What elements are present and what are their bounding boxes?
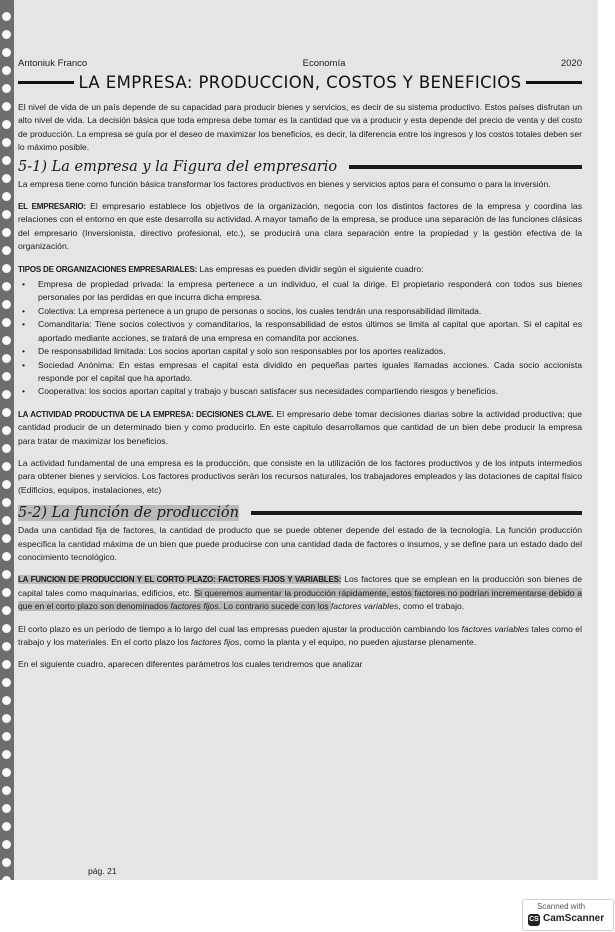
binder-hole-icon: [2, 516, 11, 525]
year: 2020: [560, 58, 582, 69]
corto-plazo-paragraph: [18, 623, 582, 650]
subject-name: Economía: [302, 58, 346, 69]
binder-hole-icon: [2, 210, 11, 219]
list-item: [18, 345, 582, 358]
section-2-title: 5-2) La función de producción: [18, 505, 239, 522]
binder-hole-icon: [2, 282, 11, 291]
fundamental-paragraph: La actividad fundamental de una empresa es la producción, que consiste en la utilización de los factores productivos y de los intputs intermedios para obtener bienes y servicios. Los factores productivos serán los recursos naturales, los trabajadores empleados y las dotaciones de capital físico (Edificios, equipos, instalaciones, etc): [18, 457, 582, 495]
bullet-icon: •: [22, 319, 26, 330]
binder-hole-icon: [2, 84, 11, 93]
list-item-text: Empresa de propiedad privada: la empresa pertenece a un individuo, el cual la dirige. El propietario responderá con todos sus bienes personales por las perdidas en que incurra dicha empresa.: [38, 279, 582, 303]
bullet-icon: •: [22, 346, 26, 357]
list-item-text: Comanditaria: Tiene socios colectivos y comanditarios, la responsabilidad de estos últimos se limita al capital que aportan. Si el capital es aportado mediante acciones, se tratará de una empresa en comandita por acciones.: [38, 319, 582, 343]
title-bar-right: [526, 81, 582, 84]
binder-hole-icon: [2, 606, 11, 615]
list-item: [18, 385, 582, 398]
binder-hole-icon: [2, 426, 11, 435]
binder-hole-icon: [2, 246, 11, 255]
factores-text-f: , como el trabajo.: [398, 601, 465, 612]
binder-hole-icon: [2, 462, 11, 471]
factores-fijos-term: factores fijos: [170, 601, 219, 612]
title-bar-left: [18, 81, 74, 84]
section-1-heading: [18, 159, 582, 175]
empresario-paragraph: [18, 200, 582, 254]
binder-hole-icon: [2, 624, 11, 633]
binder-hole-icon: [2, 570, 11, 579]
factores-paragraph: [18, 573, 582, 613]
author-name: Antoniuk Franco: [18, 58, 88, 69]
bullet-icon: •: [22, 305, 26, 316]
binder-hole-icon: [2, 30, 11, 39]
binder-hole-icon: [2, 480, 11, 489]
binder-hole-icon: [2, 336, 11, 345]
list-item-text: De responsabilidad limitada: Los socios aportan capital y solo son responsables por los aportes realizados.: [38, 346, 446, 357]
factores-text-a: Los factores que se emplean en la producción son bienes de capital tales como maquinarias, edificios, etc.: [18, 574, 582, 598]
page-header: [18, 58, 582, 70]
title-row: [18, 73, 582, 92]
binder-hole-icon: [2, 390, 11, 399]
list-item-text: Sociedad Anónima: En estas empresas el capital esta dividido en pequeñas partes iguales llamadas acciones. Cada socio accionista responde por el capital que ha aportado.: [38, 359, 582, 383]
binder-hole-icon: [2, 696, 11, 705]
page-title: LA EMPRESA: PRODUCCION, COSTOS Y BENEFICIOS: [78, 73, 522, 92]
binder-hole-icon: [2, 534, 11, 543]
binder-hole-icon: [2, 318, 11, 327]
list-item: [18, 278, 582, 305]
binder-hole-icon: [2, 588, 11, 597]
binder-hole-icon: [2, 822, 11, 831]
bullet-icon: •: [22, 386, 26, 397]
binder-hole-icon: [2, 750, 11, 759]
binder-hole-icon: [2, 12, 11, 21]
corto-plazo-text-c: tales como el trabajo y los materiales. En el corto plazo los: [18, 623, 583, 647]
empresario-text: El empresario establece los objetivos de la organización, negocia con los distintos factores de la empresa y coordina las relaciones con el entorno en que este desarrolla su actividad. A mayor tamaño de la empresa, se produce una separación de las funciones clásicas del empresario (Inversionista, directivo profesional, etc.), se producirá una clara separación entre la propiedad y la gestión efectiva de la organización.: [18, 201, 582, 252]
section-1-rule: [349, 165, 582, 169]
binder-hole-icon: [2, 354, 11, 363]
factores-text-b: Si queremos aumentar la producción rápidamente, estos factores no podrían incrementarse debido a que en el corto plazo son denominados: [18, 587, 582, 612]
binder-hole-icon: [2, 444, 11, 453]
factores-variables-term: factores variables: [330, 601, 399, 612]
binder-hole-icon: [2, 174, 11, 183]
binder-hole-icon: [2, 678, 11, 687]
binder-hole-icon: [2, 192, 11, 201]
list-item-text: Cooperativa: los socios aportan capital y trabajo y buscan satisfacer sus necesidades compartiendo riesgos y beneficios.: [38, 386, 499, 397]
tipos-label: TIPOS DE ORGANIZACIONES EMPRESARIALES:: [18, 264, 198, 274]
corto-plazo-variables-term: factores variables: [461, 623, 529, 634]
binder-hole-icon: [2, 102, 11, 111]
binder-hole-icon: [2, 372, 11, 381]
list-item-text: Colectiva: La empresa pertenece a un grupo de personas o socios, los cuales tendrán una responsabilidad ilimitada.: [38, 305, 482, 316]
binder-hole-icon: [2, 300, 11, 309]
corto-plazo-fijos-term: factores fijos: [190, 637, 240, 647]
list-item: [18, 318, 582, 345]
camscanner-name: CamScanner: [543, 913, 605, 924]
binder-hole-icon: [2, 552, 11, 561]
tipos-text: Las empresas es pueden dividir según el siguiente cuadro:: [197, 263, 424, 274]
factores-text-d: . Lo contrario sucede con los: [218, 601, 331, 612]
section-2-rule: [251, 511, 582, 515]
binder-hole-icon: [2, 786, 11, 795]
binder-hole-icon: [2, 732, 11, 741]
binder-hole-icon: [2, 804, 11, 813]
binder-hole-icon: [2, 66, 11, 75]
scanned-with-label: Scanned with: [537, 902, 586, 911]
binder-hole-icon: [2, 876, 11, 880]
binder-hole-icon: [2, 264, 11, 273]
binder-hole-icon: [2, 498, 11, 507]
corto-plazo-text-e: , como la planta y el equipo, no pueden ajustarse plenamente.: [239, 637, 477, 647]
factores-label: LA FUNCION DE PRODUCCION Y EL CORTO PLAZO: FACTORES FIJOS Y VARIABLES:: [18, 575, 342, 585]
intro-paragraph: El nivel de vida de un país depende de su capacidad para producir bienes y servicios, es decir de su sistema productivo. Estos países disfrutan un alto nivel de vida. La decisión básica que toda empresa debe tomar es la cantidad que va a producir y esta depende del precio de venta y del costo de producción. La empresa se guía por el deseo de maximizar los beneficios, es decir, la diferencia entre los ingresos y los costos totales deben ser lo máximo posible.: [18, 102, 582, 153]
tipos-paragraph: [18, 263, 582, 276]
empresario-label: EL EMPRESARIO:: [18, 202, 86, 212]
camscanner-badge: [522, 899, 614, 931]
binder-hole-icon: [2, 642, 11, 651]
binder-rings: [0, 0, 14, 880]
binder-hole-icon: [2, 228, 11, 237]
binder-hole-icon: [2, 48, 11, 57]
bullet-icon: •: [22, 279, 26, 290]
empresa-paragraph: La empresa tiene como función básica transformar los factores productivos en bienes y servicios aptos para el consumo o para la inversión.: [18, 178, 551, 189]
list-item: [18, 305, 582, 318]
binder-hole-icon: [2, 714, 11, 723]
binder-hole-icon: [2, 120, 11, 129]
binder-hole-icon: [2, 156, 11, 165]
section-1-title: 5-1) La empresa y la Figura del empresario: [18, 158, 338, 175]
camscanner-logo-icon: CS: [528, 914, 540, 926]
section-2-heading: [18, 505, 582, 521]
funcion-paragraph: Dada una cantidad fija de factores, la cantidad de producto que se puede obtener depende del estado de la tecnología. La función producción especifica la cantidad máxima de un bien que puede producirse con una cantidad dada de factores o insumos, y se define para un estado dado del conocimiento tecnológico.: [18, 525, 582, 562]
binder-hole-icon: [2, 138, 11, 147]
binder-hole-icon: [2, 408, 11, 417]
closing-paragraph: En el siguiente cuadro, aparecen diferentes parámetros los cuales tendremos que analizar: [18, 659, 363, 670]
actividad-label: LA ACTIVIDAD PRODUCTIVA DE LA EMPRESA: DECISIONES CLAVE.: [18, 409, 274, 419]
page-number: pág. 21: [88, 866, 117, 876]
binder-hole-icon: [2, 840, 11, 849]
binder-hole-icon: [2, 768, 11, 777]
page-content: [18, 58, 582, 672]
list-item: [18, 359, 582, 386]
bullet-icon: •: [22, 359, 26, 370]
binder-hole-icon: [2, 858, 11, 867]
actividad-text: El empresario debe tomar decisiones diarias sobre la actividad productiva; que cantidad producir de un determinado bien y como producirlo. En este capitulo desarrollamos que cantidad de un bien debe producir la empresa para tratar de maximizar los beneficios.: [18, 408, 582, 446]
corto-plazo-text-a: El corto plazo es un periodo de tiempo a lo largo del cual las empresas pueden ajustar la producción cambiando los: [18, 623, 462, 634]
binder-hole-icon: [2, 660, 11, 669]
actividad-paragraph: [18, 408, 582, 448]
organization-types-list: [18, 278, 582, 399]
